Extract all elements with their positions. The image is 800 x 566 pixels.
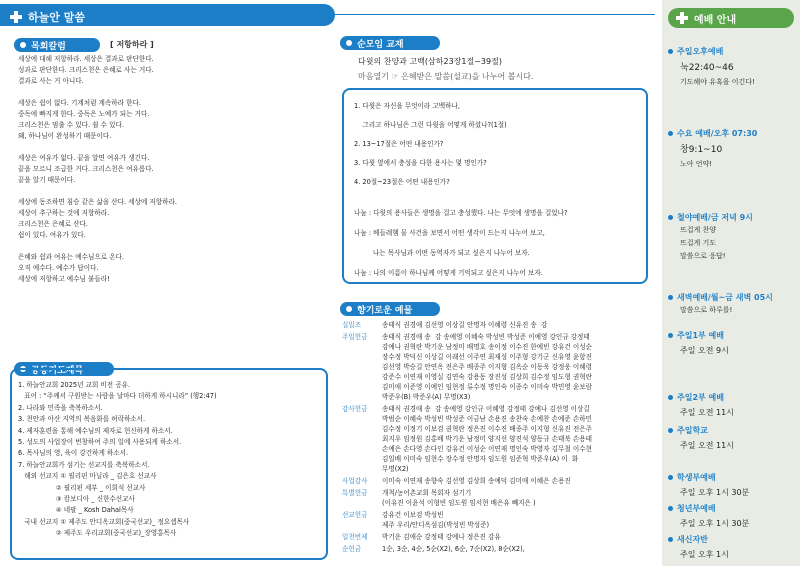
sidebar-item-line: 주일 오후 1시 30분 xyxy=(680,519,750,528)
divider xyxy=(335,14,655,15)
column-line: 은혜와 쉼과 여유는 예수님으로 온다. xyxy=(18,253,125,261)
column-line: 오직 예수다. 예수가 답이다. xyxy=(18,264,99,272)
column-line: 끝을 모르니 조급한 거다. 크리스천은 여유롭다. xyxy=(18,165,154,173)
sidebar-item xyxy=(668,503,749,530)
column-line: 세상은 여유가 없다. 끝을 알면 여유가 생긴다. xyxy=(18,154,150,162)
bullet-icon xyxy=(668,395,673,400)
prayer-item: 3. 천안과 아산 지역의 복음화를 허락하소서. xyxy=(18,415,146,424)
bullet-icon xyxy=(668,428,673,433)
column-line: 왜, 하나님이 완성하기 때문이다. xyxy=(18,132,112,140)
sidebar-item xyxy=(668,425,734,452)
cell-title: 다윗의 찬양과 고백(삼하23장1절~39절) xyxy=(358,57,502,66)
prayer-item: ② 필리핀 세부 _ 이희석 선교사 xyxy=(18,483,146,492)
cell-sharing-item: 나눔 : 다윗의 용사들은 생명을 걸고 충성했다. 나는 무엇에 생명을 걸었나? xyxy=(354,209,568,217)
sidebar-item xyxy=(668,292,773,316)
cell-question: 그리고 하나님은 그런 다윗을 어떻게 하셨나?(1절) xyxy=(354,121,507,129)
sidebar-item xyxy=(668,534,729,561)
pastor-column-body xyxy=(18,54,177,285)
offering-row xyxy=(342,544,525,554)
column-line: 쉼이 있다. 여유가 있다. xyxy=(18,231,86,239)
offering-names: 강유건 이보검 박성빈 제주 우리/안디옥섬김(박성빈 박성준) xyxy=(382,511,490,529)
prayer-item: 7. 하늘안교회가 섬기는 선교지를 축복하소서. xyxy=(18,460,150,469)
sidebar-item xyxy=(668,46,755,88)
offering-label: 향기로운 예물 xyxy=(340,302,440,316)
cell-questions xyxy=(354,97,507,192)
prayer-label: 공동기도제목 xyxy=(14,362,114,376)
pastor-column-subtitle: [ 저항하라 ] xyxy=(110,40,154,49)
sidebar-item-title: 새신자반 xyxy=(668,534,729,545)
prayer-item: ③ 캄보디아 _ 신한수선교사 xyxy=(18,495,135,504)
dot-icon xyxy=(20,42,26,48)
cell-sharing-item: 나는 목사님과 어떤 동역자가 되고 싶은지 나누어 보자. xyxy=(354,249,530,257)
offering-names: 1순, 3순, 4순, 5순(X2), 6순, 7순(X2), 8순(X2), xyxy=(382,545,525,553)
column-line: 세상에 대해 저항하라. 세상은 결과로 판단한다. xyxy=(18,55,154,63)
sidebar-item-title: 새벽예배/월~금 새벽 05시 xyxy=(668,292,773,303)
prayer-item: ④ 네팔 _ Kosh Dahal목사 xyxy=(18,506,134,515)
column-line: 세상에 동조하면 침승 같은 삶을 산다. 세상에 저항하라. xyxy=(18,198,177,206)
sidebar-header: 예배 안내 xyxy=(668,8,794,28)
prayer-item: 6. 목사님의 영, 육이 강건하게 하소서. xyxy=(18,449,129,458)
column-line: 세상에 저항하고 예수님 붙들라! xyxy=(18,275,110,283)
bullet-icon xyxy=(668,333,673,338)
offering-category: 선교헌금 xyxy=(342,511,368,519)
cell-question: 2. 13~17절은 어떤 내용인가? xyxy=(354,140,444,148)
bullet-icon xyxy=(668,49,673,54)
paragraph-gap xyxy=(18,87,177,98)
sidebar-item-title: 수요 예배/오후 07:30 xyxy=(668,128,757,139)
dot-icon xyxy=(346,306,352,312)
sidebar-item-line: 주일 오전 11시 xyxy=(680,441,734,450)
cell-sharing xyxy=(354,203,568,283)
sidebar-item-line: 주일 오후 1시 30분 xyxy=(680,488,750,497)
cell-question: 4. 20절~23절은 어떤 내용인가? xyxy=(354,178,450,186)
sidebar-item xyxy=(668,128,757,170)
offering-category: 일천번제 xyxy=(342,533,368,541)
prayer-item: 1. 하늘안교회 2025년 교회 비전 공유. xyxy=(18,381,131,389)
offering-names: 송태식 권경애 송 강 송예영 이혜숙 박성빈 박성준 이예영 강인규 강정태 강예나 권혁란 박기운 남정미 배명호 송이정 이수진 한예빈 강유건 이성순 장수정 박덕신 이상길 이래선 이주연 최재성 이주형 강기군 신유영 윤항진 김선영 박승길 안연옥 전은주 배종주 이지형 김옥순 이동욱 강정웅 이혜령 강준수 이연재 이영실 김연숙 강용동 장진성 김상희 김수정 임도형 권혁란 김미애 이준영 이예인 임현정 류수정 명인숙 이종수 이미숙 박민영 윤보람 박준우(B) 박준우(A) 무명(X3) xyxy=(382,333,592,401)
offering-names: 송태식 권경애 송 강 송예영 강인규 이혜영 강정태 강예나 김선영 이상길 박범순 이혜숙 박성빈 박성준 이금남 손용진 송찬숙 손예찬 손예준 손하민 김수정 이정기 이보검 권혁란 정은진 이수진 배종주 이지형 신유진 전은주 최지우 임정원 김홍배 박기운 남정미 양지선 양진석 양동규 손태북 손용태 손예은 손다영 손다인 강유건 이성순 이연재 명인숙 박영자 김무철 이수현 김일배 이미숙 임현수 장수정 안명자 임도원 임준혁 박준우(A) 이 화 무명(X2) xyxy=(382,405,592,473)
paragraph-gap xyxy=(18,186,177,197)
sidebar-item-title: 주일오후예배 xyxy=(668,46,755,57)
column-line: 세상이 추구하는 것에 저항하라. xyxy=(18,209,110,217)
cell-sharing-item: 나눔 : 나의 이름이 하나님께 어떻게 기억되고 싶은지 나누어 보자. xyxy=(354,269,543,277)
sidebar-item xyxy=(668,392,734,419)
offering-category: 사업감사 xyxy=(342,477,368,485)
column-line: 크리스천은 은혜로 산다. xyxy=(18,220,88,228)
sidebar-item-line: 말씀으로 응답! xyxy=(680,252,726,260)
sidebar-item-title: 철야예배/금 저녁 9시 xyxy=(668,212,753,223)
offering-row xyxy=(342,476,571,486)
offering-category: 특별헌금 xyxy=(342,489,368,497)
prayer-list xyxy=(18,380,217,540)
offering-names: 이미숙 이연재 송향숙 김선영 김상희 송예덕 김미애 이혜은 손용진 xyxy=(382,477,571,485)
column-line: 끝을 알기 때문이다. xyxy=(18,176,76,184)
prayer-item: 4. 제자훈련을 통해 예수님의 제자로 헌신하게 하소서. xyxy=(18,426,173,435)
offering-category: 십일조 xyxy=(342,321,362,329)
cell-label: 순모임 교재 xyxy=(340,36,440,50)
sidebar-item xyxy=(668,330,729,357)
column-line: 결과로 사는 거 아니다. xyxy=(18,77,84,85)
offering-row xyxy=(342,510,489,530)
cell-question: 1. 다윗은 자신을 무엇이라 고백하나, xyxy=(354,102,460,110)
paragraph-gap xyxy=(18,142,177,153)
bullet-icon xyxy=(668,295,673,300)
bullet-icon xyxy=(668,506,673,511)
sidebar-item-title: 청년부예배 xyxy=(668,503,749,514)
sidebar-item-line: 노아 언약! xyxy=(680,160,713,168)
sidebar-item-line: 기도해야 유혹을 이긴다! xyxy=(680,78,755,86)
sidebar-item-line: 뜨겁게 기도 xyxy=(680,239,717,247)
dot-icon xyxy=(346,40,352,46)
sidebar-item-line: 창9:1~10 xyxy=(680,145,723,155)
prayer-item: 2. 나라와 민족을 축복하소서. xyxy=(18,403,103,412)
offering-row xyxy=(342,488,536,508)
column-line: 세상은 쉼이 없다. 기계처럼 계속하라 한다. xyxy=(18,99,141,107)
sidebar-item-title: 주일학교 xyxy=(668,425,734,436)
offering-names: 송태식 권경애 김선영 이상길 안명자 이혜령 신유진 송 강 xyxy=(382,321,548,329)
sidebar-item xyxy=(668,212,753,262)
offering-row xyxy=(342,320,547,330)
plus-icon xyxy=(10,11,22,23)
bullet-icon xyxy=(668,537,673,542)
offering-category: 순헌금 xyxy=(342,545,362,553)
paragraph-gap xyxy=(18,241,177,252)
sidebar-item xyxy=(668,472,749,499)
column-line: 크리스천은 멈출 수 있다. 쉴 수 있다. xyxy=(18,121,124,129)
prayer-item: 국내 선교지 ① 제주도 안디옥교회(중국선교)_ 정요셉목사 xyxy=(18,517,190,526)
cell-question: 3. 다윗 옆에서 충성을 다한 용사는 몇 명인가? xyxy=(354,159,487,167)
sidebar-item-title: 학생부예배 xyxy=(668,472,749,483)
offering-names: 박기운 김애순 강정태 강예나 정은진 강유 xyxy=(382,533,501,541)
offering-category: 주일헌금 xyxy=(342,333,368,341)
bullet-icon xyxy=(668,475,673,480)
pastor-column-label: 목회칼럼 xyxy=(14,38,100,52)
sidebar-item-line: 주일 오전 9시 xyxy=(680,346,729,355)
prayer-item: 표어 : “주께서 구원받는 사람을 날마다 더하게 하시니라” (행2:47) xyxy=(18,392,217,401)
prayer-item: ② 제주도 우리교회(중국선교)_장영홍목사 xyxy=(18,529,177,538)
cell-subtitle: 마음열기 ☞ 은혜받은 말씀(설교)을 나누어 봅시다. xyxy=(358,72,534,81)
bullet-icon xyxy=(668,131,673,136)
sidebar-item-title: 주일1부 예배 xyxy=(668,330,729,341)
header xyxy=(10,9,85,25)
sidebar-item-title: 주일2부 예배 xyxy=(668,392,734,403)
offering-row xyxy=(342,532,501,542)
sidebar-item-line: 눅22:40~46 xyxy=(680,63,734,73)
column-line: 성과로 판단한다. 크리스천은 은혜로 사는 거다. xyxy=(18,66,154,74)
sidebar-item-line: 주일 오후 1시 xyxy=(680,550,729,559)
prayer-item: 5. 성도의 사업장이 번창하여 주의 일에 사용되게 하소서. xyxy=(18,438,182,447)
sidebar-item-line: 말씀으로 하루를! xyxy=(680,306,733,314)
plus-icon xyxy=(676,12,688,24)
offering-names: 개척/농어촌교회 목회자 섬기기 (이유진 이윤석 이형빈 임도원 임서현 배은유 빼지은 ) xyxy=(382,489,536,507)
sidebar-item-line: 주일 오전 11시 xyxy=(680,408,734,417)
header-title: 하늘안 말씀 xyxy=(28,11,85,24)
cell-sharing-item: 나눔 : 베들레헴 물 사건을 보면서 어떤 생각이 드는지 나누어 보고, xyxy=(354,229,545,237)
column-line: 중독에 빠지게 한다. 중독은 노예가 되는 거다. xyxy=(18,110,150,118)
bullet-icon xyxy=(668,215,673,220)
offering-category: 감사헌금 xyxy=(342,405,368,413)
prayer-item: 해외 선교지 ① 필리핀 마닐라 _ 김은호 선교사 xyxy=(18,472,157,481)
offering-row xyxy=(342,404,592,474)
sidebar-item-line: 뜨겁게 찬양 xyxy=(680,226,717,234)
offering-row xyxy=(342,332,592,402)
